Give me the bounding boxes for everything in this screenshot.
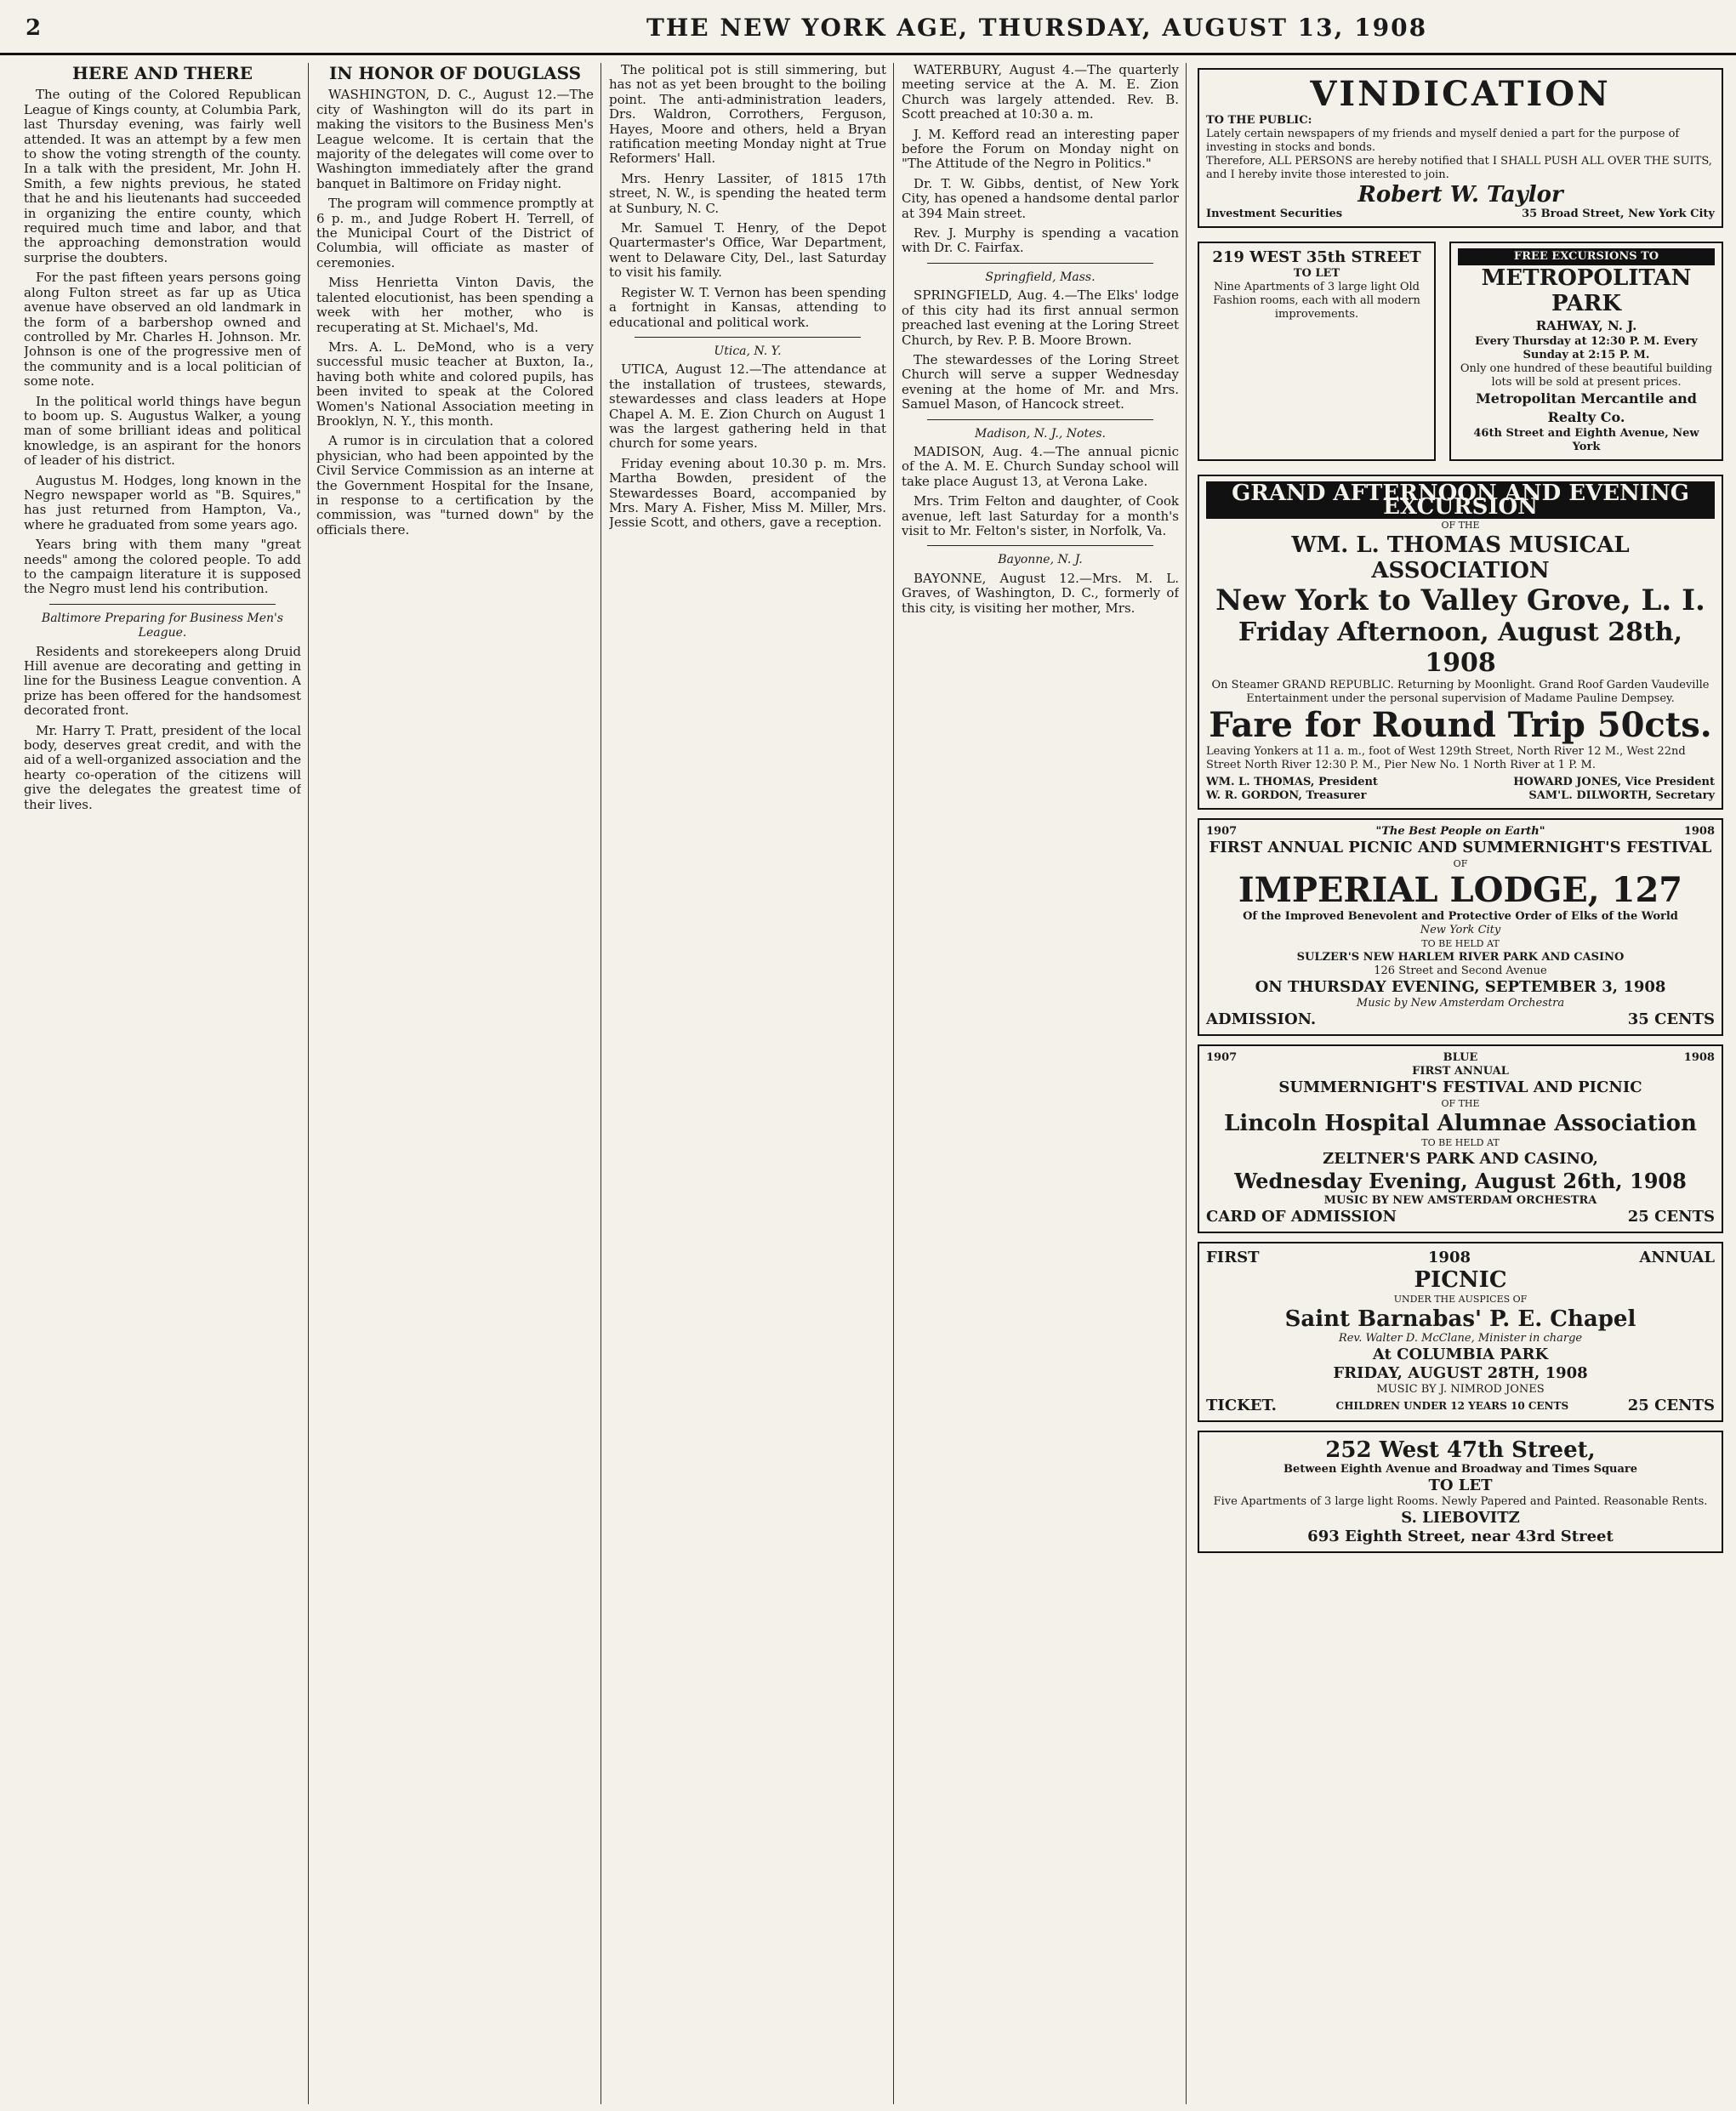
ad-admission-label: CARD OF ADMISSION	[1206, 1208, 1397, 1226]
ad-title: 219 WEST 35th STREET	[1212, 248, 1421, 266]
article-paragraph: Dr. T. W. Gibbs, dentist, of New York City, has opened a handsome dental parlor at 394 Main street.	[902, 175, 1179, 221]
ad-ticket-label: TICKET.	[1206, 1397, 1277, 1414]
ad-text: BLUE	[1443, 1051, 1478, 1064]
ad-text: OF THE	[1441, 1098, 1480, 1109]
ad-title: METROPOLITAN PARK	[1481, 265, 1692, 316]
ad-address: 693 Eighth Street, near 43rd Street	[1307, 1528, 1614, 1545]
ad-title: PICNIC	[1414, 1267, 1507, 1293]
ad-text: FIRST ANNUAL	[1412, 1065, 1509, 1078]
article-paragraph: Residents and storekeepers along Druid Hill avenue are decorating and getting in line for the Business League convention. A prize has been offered for the handsomest decorated front.	[24, 643, 301, 719]
article-paragraph: A rumor is in circulation that a colored physician, who had been appointed by the Civil Service Commission as an interne at the Government Hospital for the Insane, in response to a certification by the commission, was "turned down" by the officials there.	[316, 433, 594, 538]
ad-text: TO BE HELD AT	[1421, 938, 1500, 949]
article-paragraph: WATERBURY, August 4.—The quarterly meeting service at the A. M. E. Zion Church was largely attended. Rev. B. Scott preached at 10:30 a. m.	[902, 63, 1179, 122]
ad-text: Rev. Walter D. McClane, Minister in charge	[1338, 1332, 1583, 1345]
article-paragraph: Mrs. Trim Felton and daughter, of Cook avenue, left last Saturday for a month's visit to Mr. Felton's sister, in Norfolk, Va.	[902, 493, 1179, 538]
divider	[49, 604, 276, 605]
article-paragraph: Miss Henrietta Vinton Davis, the talented elocutionist, has been spending a week with her mother, who is recuperating at St. Michael's, Md.	[316, 275, 594, 335]
ad-badge: FREE EXCURSIONS TO	[1458, 248, 1715, 265]
ad-text: MUSIC BY J. NIMROD JONES	[1376, 1383, 1545, 1396]
column-rule	[308, 63, 309, 2104]
ad-destination: New York to Valley Grove, L. I.	[1215, 583, 1705, 617]
ad-banner: GRAND AFTERNOON AND EVENING EXCURSION	[1206, 481, 1715, 519]
ad-association: Lincoln Hospital Alumnae Association	[1224, 1111, 1697, 1136]
page-number: 2	[26, 15, 42, 41]
article-subheading: Madison, N. J., Notes.	[974, 426, 1106, 441]
ad-text: FIRST	[1206, 1249, 1260, 1266]
ad-year: 1908	[1427, 1249, 1471, 1266]
ad-text: OF THE	[1441, 520, 1480, 531]
article-paragraph: Years bring with them many "great needs" among the colored people. To add to the campaign literature it is supposed the Negro must lend his contribution.	[24, 537, 301, 597]
ad-text: Only one hundred of these beautiful building lots will be sold at present prices.	[1460, 362, 1713, 389]
ad-metropolitan-park	[1449, 242, 1723, 461]
ad-name: S. LIEBOVITZ	[1401, 1509, 1520, 1527]
ad-text: CHILDREN UNDER 12 YEARS 10 CENTS	[1335, 1400, 1569, 1412]
ad-252-west-47th	[1198, 1431, 1723, 1553]
ad-text: TO LET	[1428, 1477, 1493, 1494]
article-subheading: Springfield, Mass.	[985, 270, 1096, 284]
ad-year: 1908	[1683, 825, 1715, 838]
ad-date: Wednesday Evening, August 26th, 1908	[1234, 1169, 1687, 1193]
ad-title: 252 West 47th Street,	[1325, 1437, 1596, 1463]
ad-219-west-35th	[1198, 242, 1436, 461]
ad-text: Lately certain newspapers of my friends and myself denied a part for the purpose of investing in stocks and bonds.	[1206, 128, 1680, 154]
ad-imperial-lodge	[1198, 818, 1723, 1036]
ad-slogan: "The Best People on Earth"	[1375, 825, 1545, 838]
ad-text: ANNUAL	[1639, 1249, 1715, 1266]
article-paragraph: SPRINGFIELD, Aug. 4.—The Elks' lodge of this city had its first annual sermon preached last evening at the Loring Street Church, by Rev. P. B. Moore Brown.	[902, 287, 1179, 348]
ad-thomas-excursion	[1198, 475, 1723, 810]
article-paragraph: Rev. J. Murphy is spending a vacation with Dr. C. Fairfax.	[902, 225, 1179, 256]
column-3	[609, 63, 886, 2104]
ad-text: TO THE PUBLIC:	[1206, 114, 1312, 127]
column-4	[902, 63, 1179, 2104]
ad-venue: ZELTNER'S PARK AND CASINO,	[1323, 1150, 1598, 1168]
ad-text: MUSIC BY NEW AMSTERDAM ORCHESTRA	[1323, 1194, 1597, 1207]
article-paragraph: MADISON, Aug. 4.—The annual picnic of the A. M. E. Church Sunday school will take place August 13, at Verona Lake.	[902, 443, 1179, 489]
column-rule	[600, 63, 601, 2104]
column-rule	[1186, 63, 1187, 2104]
ad-officer: HOWARD JONES, Vice President	[1513, 776, 1715, 788]
ad-text: TO BE HELD AT	[1421, 1137, 1500, 1148]
ad-text: Leaving Yonkers at 11 a. m., foot of West 129th Street, North River 12 M., West 22nd Street North River 12:30 P. M., Pier New No. 1 North River at 1 P. M.	[1206, 745, 1686, 771]
column-1	[24, 63, 301, 2104]
ad-date: FRIDAY, AUGUST 28TH, 1908	[1333, 1364, 1588, 1382]
ad-title: WM. L. THOMAS MUSICAL ASSOCIATION	[1291, 532, 1630, 583]
ad-text: On Steamer GRAND REPUBLIC. Returning by Moonlight. Grand Roof Garden Vaudeville Entertainment under the personal supervision of Madame Pauline Dempsey.	[1211, 679, 1710, 705]
masthead	[0, 0, 1736, 55]
article-paragraph: Augustus M. Hodges, long known in the Negro newspaper world as "B. Squires," has just returned from Hampton, Va., where he graduated from some years ago.	[24, 472, 301, 532]
article-subheading: Utica, N. Y.	[714, 344, 782, 358]
column-2	[316, 63, 594, 2104]
ad-text: Nine Apartments of 3 large light Old Fashion rooms, each with all modern improvements.	[1213, 281, 1420, 321]
advertisements-column	[1194, 63, 1727, 2104]
ad-saint-barnabas	[1198, 1242, 1723, 1422]
article-paragraph: For the past fifteen years persons going along Fulton street as far up as Utica avenue have observed an old landmark in the form of a barbershop owned and controlled by Mr. Charles H. Johnson. Mr. Johnson is one of the progressive men of the community and is a local politician of some note.	[24, 270, 301, 390]
masthead-title: THE NEW YORK AGE, THURSDAY, AUGUST 13, 1908	[646, 14, 1428, 42]
ad-year: 1907	[1206, 825, 1238, 838]
article-heading: IN HONOR OF DOUGLASS	[328, 63, 582, 83]
ad-subtitle: RAHWAY, N. J.	[1535, 318, 1637, 333]
divider	[635, 337, 861, 338]
ad-text: Of the Improved Benevolent and Protective Order of Elks of the World	[1243, 910, 1678, 923]
ad-date: ON THURSDAY EVENING, SEPTEMBER 3, 1908	[1255, 978, 1666, 996]
ad-venue: At COLUMBIA PARK	[1372, 1346, 1549, 1363]
ad-admission-price: 25 CENTS	[1627, 1208, 1715, 1226]
article-paragraph: Register W. T. Vernon has been spending a fortnight in Kansas, attending to educational and political work.	[609, 284, 886, 330]
ad-subtitle: TO LET	[1293, 267, 1340, 280]
article-paragraph: The outing of the Colored Republican League of Kings county, at Columbia Park, last Thursday evening, was fairly well attended. It was an attempt by a few men to show the voting strength of the county. In a talk with the president, Mr. John H. Smith, a few nights previous, he stated that he and his lieutenants had succeeded in organizing the entire county, which required much time and labor, and that the approaching demonstration would surprise the doubters.	[24, 87, 301, 265]
ad-lincoln-hospital	[1198, 1044, 1723, 1233]
article-paragraph: Mrs. A. L. DeMond, who is a very successful music teacher at Buxton, Ia., having both white and colored pupils, has been invited to speak at the Colored Women's National Association meeting in Brooklyn, N. Y., this month.	[316, 339, 594, 429]
article-paragraph: Friday evening about 10.30 p. m. Mrs. Martha Bowden, president of the Stewardesses Board, accompanied by Mrs. Mary A. Fisher, Miss M. Miller, Mrs. Jessie Scott, and others, gave a reception.	[609, 455, 886, 531]
ad-admission-label: ADMISSION.	[1206, 1010, 1317, 1028]
ad-text: Five Apartments of 3 large light Rooms. Newly Papered and Painted. Reasonable Rents.	[1213, 1495, 1708, 1508]
ad-title: VINDICATION	[1310, 74, 1611, 114]
divider	[927, 263, 1153, 264]
article-paragraph: The program will commence promptly at 6 p. m., and Judge Robert H. Terrell, of the Municipal Court of the District of Columbia, will officiate as master of ceremonies.	[316, 196, 594, 270]
ad-text: Investment Securities	[1206, 208, 1343, 220]
ad-text: 126 Street and Second Avenue	[1374, 964, 1547, 977]
ad-text: OF	[1453, 858, 1468, 869]
article-paragraph: Mr. Harry T. Pratt, president of the local body, deserves great credit, and with the aid of a well-organized association and the hearty co-operation of the citizens will give the delegates the greatest time of their lives.	[24, 722, 301, 812]
column-rule	[893, 63, 894, 2104]
article-subheading: Bayonne, N. J.	[998, 553, 1083, 567]
ad-company: Metropolitan Mercantile and Realty Co.	[1476, 390, 1697, 425]
ad-chapel: Saint Barnabas' P. E. Chapel	[1284, 1306, 1636, 1332]
ad-text: Every Thursday at 12:30 P. M. Every Sunday at 2:15 P. M.	[1475, 335, 1698, 361]
ad-text: Music by New Amsterdam Orchestra	[1356, 997, 1565, 1010]
article-paragraph: The political pot is still simmering, but has not as yet been brought to the boiling point. The anti-administration leaders, Drs. Waldron, Corrothers, Ferguson, Hayes, Moore and others, held a Bryan ratification meeting Monday night at True Reformers' Hall.	[609, 63, 886, 167]
ad-address: 46th Street and Eighth Avenue, New York	[1473, 427, 1699, 453]
ad-year: 1908	[1683, 1051, 1715, 1064]
article-paragraph: The stewardesses of the Loring Street Church will serve a supper Wednesday evening at the home of Mr. and Mrs. Samuel Mason, of Hancock street.	[902, 351, 1179, 413]
ad-year: 1907	[1206, 1051, 1238, 1064]
ad-officer: WM. L. THOMAS, President	[1206, 776, 1378, 788]
ad-address: 35 Broad Street, New York City	[1522, 208, 1715, 220]
ad-ticket-price: 25 CENTS	[1627, 1397, 1715, 1414]
ad-lodge-name: IMPERIAL LODGE, 127	[1238, 870, 1683, 910]
article-paragraph: J. M. Kefford read an interesting paper before the Forum on Monday night on "The Attitude of the Negro in Politics."	[902, 126, 1179, 172]
article-subheading: Baltimore Preparing for Business Men's League.	[41, 611, 284, 640]
article-paragraph: UTICA, August 12.—The attendance at the installation of trustees, stewards, stewardesses and class leaders at Hope Chapel A. M. E. Zion Church on August 1 was the largest gathering held in that church for some years.	[609, 361, 886, 452]
ad-title: FIRST ANNUAL PICNIC AND SUMMERNIGHT'S FESTIVAL	[1209, 839, 1712, 856]
ad-officer: W. R. GORDON, Treasurer	[1206, 789, 1367, 802]
ad-subtitle: Between Eighth Avenue and Broadway and Times Square	[1283, 1463, 1638, 1476]
ad-fare: Fare for Round Trip 50cts.	[1209, 705, 1712, 745]
article-paragraph: WASHINGTON, D. C., August 12.—The city of Washington will do its part in making the visitors to the Business Men's League welcome. It is certain that the majority of the delegates will come over to Washington immediately after the grand banquet in Baltimore on Friday night.	[316, 87, 594, 191]
ad-officer: SAM'L. DILWORTH, Secretary	[1528, 789, 1715, 802]
article-paragraph: BAYONNE, August 12.—Mrs. M. L. Graves, of Washington, D. C., formerly of this city, is visiting her mother, Mrs.	[902, 570, 1179, 616]
ad-text: Therefore, ALL PERSONS are hereby notified that I SHALL PUSH ALL OVER THE SUITS, and I hereby invite those interested to join.	[1206, 155, 1712, 181]
divider	[927, 545, 1153, 546]
ad-text: UNDER THE AUSPICES OF	[1393, 1294, 1528, 1305]
article-heading: HERE AND THERE	[72, 63, 253, 83]
divider	[927, 419, 1153, 420]
article-paragraph: Mr. Samuel T. Henry, of the Depot Quartermaster's Office, War Department, went to Delaware City, Del., last Saturday to visit his family.	[609, 220, 886, 281]
ad-title: SUMMERNIGHT'S FESTIVAL AND PICNIC	[1278, 1078, 1642, 1096]
ad-date: Friday Afternoon, August 28th, 1908	[1238, 617, 1683, 678]
ad-venue: SULZER'S NEW HARLEM RIVER PARK AND CASINO	[1296, 951, 1625, 964]
article-paragraph: Mrs. Henry Lassiter, of 1815 17th street, N. W., is spending the heated term at Sunbury, N. C.	[609, 170, 886, 216]
article-paragraph: In the political world things have begun to boom up. S. Augustus Walker, a young man of some brilliant ideas and political knowledge, is an aspirant for the honors of leader of his district.	[24, 393, 301, 469]
ad-text: New York City	[1420, 924, 1501, 936]
ad-vindication	[1198, 68, 1723, 228]
ad-name: Robert W. Taylor	[1357, 182, 1563, 208]
ad-admission-price: 35 CENTS	[1627, 1010, 1715, 1028]
